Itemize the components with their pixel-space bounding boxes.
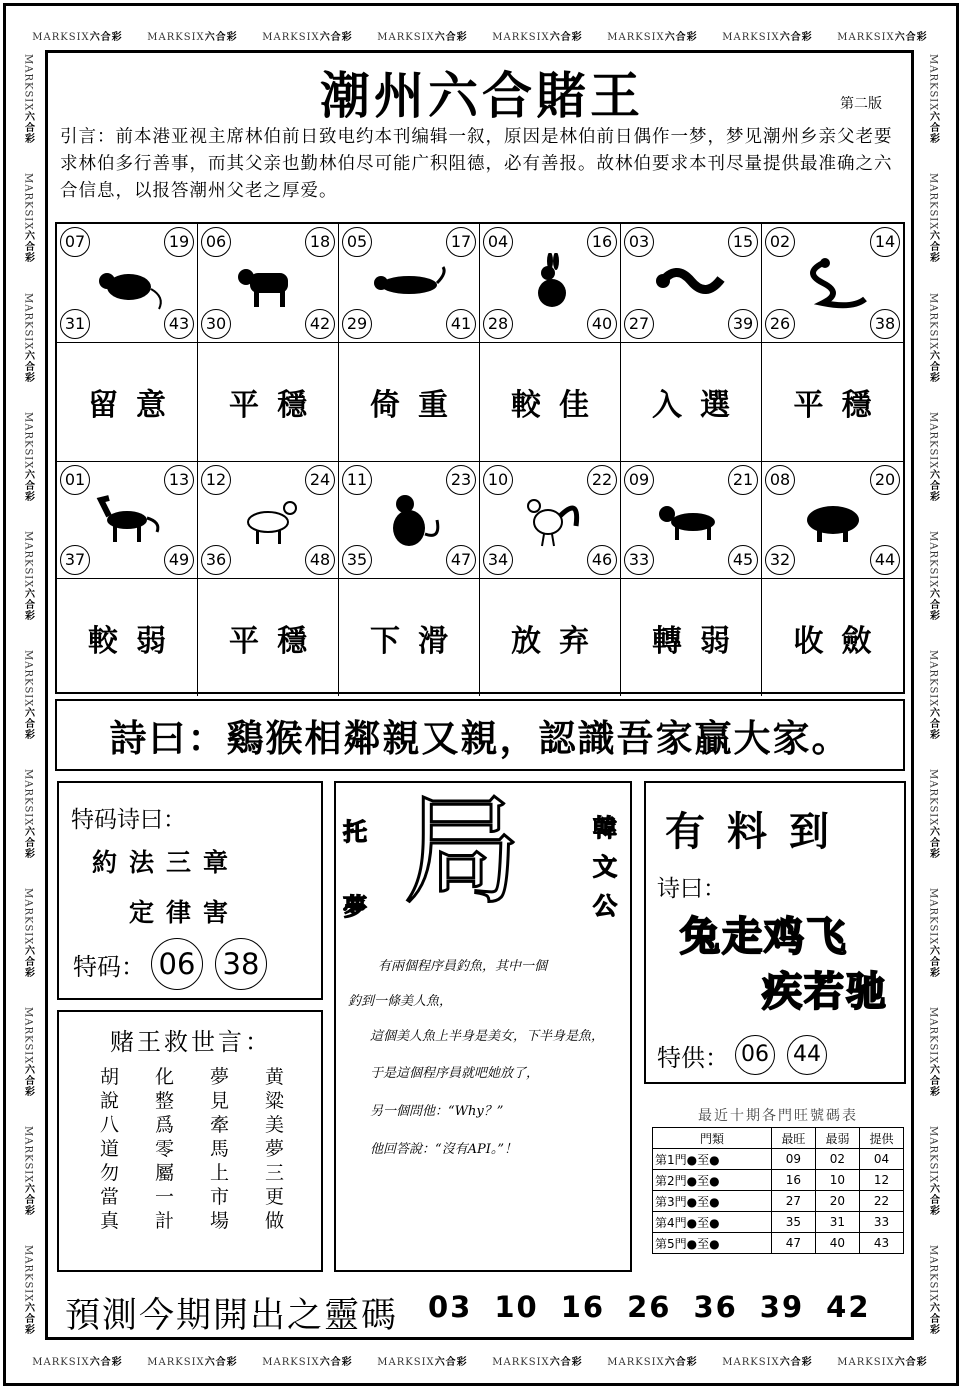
saying-char: 夢 — [264, 1138, 284, 1160]
stats-offer-cell: 04 — [859, 1149, 903, 1170]
prediction-number: 10 — [494, 1290, 539, 1324]
stats-min-cell: 10 — [815, 1170, 859, 1191]
zodiac-grid — [55, 222, 905, 694]
zodiac-number: 04 — [483, 227, 513, 257]
zodiac-number: 39 — [728, 309, 758, 339]
watermark-item: MARKSIX六合彩 — [22, 1245, 34, 1336]
zodiac-number: 22 — [587, 465, 617, 495]
zodiac-cell — [762, 224, 903, 343]
special-code-line1: 約法三章 — [92, 848, 241, 877]
zodiac-number: 33 — [624, 545, 654, 575]
zodiac-number: 44 — [870, 545, 900, 575]
watermark-item: MARKSIX六合彩 — [837, 1356, 928, 1368]
poem-banner: 詩曰：鷄猴相鄰親又親，認識吾家贏大家。 — [55, 699, 905, 771]
stats-header-row — [653, 1128, 904, 1149]
watermark-item: MARKSIX六合彩 — [927, 1006, 939, 1098]
big-character: 局 — [403, 782, 522, 920]
rooster-icon — [510, 490, 590, 550]
zodiac-cell — [621, 462, 762, 579]
zodiac-number: 45 — [728, 545, 758, 575]
saying-char: 黄 — [264, 1066, 284, 1088]
zodiac-verdict: 放弃 — [480, 579, 621, 696]
watermark-item: MARKSIX六合彩 — [262, 1356, 353, 1368]
right-label: 诗曰： — [657, 876, 726, 902]
zodiac-verdict: 下滑 — [339, 579, 480, 696]
saying-char: 三 — [264, 1162, 284, 1184]
zodiac-number: 28 — [483, 309, 513, 339]
saying-char: 市 — [209, 1186, 229, 1208]
special-code-box — [57, 781, 323, 1000]
zodiac-number: 35 — [342, 545, 372, 575]
zodiac-number: 20 — [870, 465, 900, 495]
stats-max-cell: 16 — [771, 1170, 815, 1191]
zodiac-cell — [762, 462, 903, 579]
zodiac-number: 34 — [483, 545, 513, 575]
zodiac-verdict: 平穩 — [198, 343, 339, 462]
stats-min-cell: 20 — [815, 1191, 859, 1212]
saying-char: 真 — [99, 1210, 119, 1232]
stats-door-cell: 第2門●至● — [653, 1170, 772, 1191]
watermark-item: MARKSIX六合彩 — [927, 173, 939, 264]
zodiac-cell — [198, 224, 339, 343]
zodiac-number: 48 — [305, 545, 335, 575]
zodiac-number: 36 — [201, 545, 231, 575]
zodiac-number: 46 — [587, 545, 617, 575]
stats-door-cell: 第1門●至● — [653, 1149, 772, 1170]
zodiac-number: 42 — [305, 309, 335, 339]
stats-row — [653, 1170, 904, 1191]
saying-grid — [82, 1066, 302, 1232]
saying-char: 八 — [99, 1114, 119, 1136]
stats-min-cell: 31 — [815, 1212, 859, 1233]
page-title: 潮州六合賭王 — [320, 66, 644, 125]
supply-label: 特供： — [657, 1043, 729, 1072]
stats-min-cell: 40 — [815, 1233, 859, 1254]
saying-char: 見 — [209, 1090, 229, 1112]
monkey-icon — [369, 490, 449, 550]
stats-offer-cell: 33 — [859, 1212, 903, 1233]
watermark-top — [20, 24, 940, 46]
saying-char: 化 — [154, 1066, 174, 1088]
prediction-numbers — [428, 1290, 871, 1324]
prediction-number: 16 — [560, 1290, 606, 1324]
saying-char: 屬 — [154, 1162, 174, 1184]
supply-number: 44 — [787, 1035, 827, 1075]
saying-char: 上 — [209, 1162, 229, 1184]
zodiac-number: 16 — [587, 227, 617, 257]
zodiac-cell — [480, 462, 621, 579]
zodiac-cell — [57, 224, 198, 343]
zodiac-number: 37 — [60, 545, 90, 575]
rabbit-icon — [510, 253, 590, 313]
zodiac-number: 12 — [201, 465, 231, 495]
zodiac-number: 41 — [446, 309, 476, 339]
watermark-item: MARKSIX六合彩 — [147, 1356, 238, 1368]
watermark-item: MARKSIX六合彩 — [722, 1356, 813, 1368]
saying-char: 當 — [99, 1186, 119, 1208]
zodiac-number: 03 — [624, 227, 654, 257]
zodiac-cell — [339, 462, 480, 579]
joke-line: 另一個問他：“Why？” — [370, 1104, 504, 1119]
ox-icon — [228, 253, 308, 313]
watermark-item: MARKSIX六合彩 — [927, 1126, 939, 1217]
zodiac-verdict: 倚重 — [339, 343, 480, 462]
zodiac-verdict: 平穩 — [762, 343, 903, 462]
watermark-item: MARKSIX六合彩 — [492, 31, 583, 43]
watermark-item: MARKSIX六合彩 — [22, 1006, 34, 1098]
zodiac-number: 14 — [870, 227, 900, 257]
watermark-item: MARKSIX六合彩 — [927, 649, 939, 741]
prediction-number: 26 — [627, 1290, 672, 1324]
saying-char: 粱 — [264, 1090, 284, 1112]
zodiac-number: 17 — [446, 227, 476, 257]
stats-offer-cell: 22 — [859, 1191, 903, 1212]
stats-row — [653, 1191, 904, 1212]
saying-title: 赌王救世言： — [110, 1028, 272, 1056]
goat-icon — [228, 490, 308, 550]
joke-line: 釣到一條美人魚， — [348, 994, 453, 1009]
intro-text: 引言：前本港亚视主席林伯前日致电约本刊编辑一叙，原因是林伯前日偶作一梦，梦见潮州乡亲父老要求林伯多行善事，而其父亲也勤林伯尽可能广积阻德，必有善报。故林伯要求本刊尽量提供最准确之六合信息，以报答潮州父老之厚爱。 — [60, 127, 893, 201]
watermark-item: MARKSIX六合彩 — [147, 31, 238, 43]
zodiac-number: 31 — [60, 309, 90, 339]
zodiac-verdict: 入選 — [621, 343, 762, 462]
saying-char: 道 — [99, 1138, 119, 1160]
zodiac-number: 18 — [305, 227, 335, 257]
stats-header-cell: 最弱 — [815, 1128, 859, 1149]
watermark-item: MARKSIX六合彩 — [22, 411, 34, 502]
joke-line: 他回答說：“沒有API。”！ — [370, 1142, 518, 1157]
saying-char: 牽 — [209, 1114, 229, 1136]
zodiac-number: 32 — [765, 545, 795, 575]
stats-row — [653, 1212, 904, 1233]
right-vertical-chars — [593, 808, 617, 921]
right-heading: 有料到 — [665, 809, 851, 855]
watermark-item: MARKSIX六合彩 — [927, 292, 939, 383]
watermark-right — [922, 40, 944, 1350]
watermark-item: MARKSIX六合彩 — [22, 292, 34, 383]
zodiac-number: 23 — [446, 465, 476, 495]
zodiac-cell — [339, 224, 480, 343]
zodiac-verdict: 收斂 — [793, 623, 890, 659]
pig-icon — [793, 490, 873, 550]
stats-min-cell: 02 — [815, 1149, 859, 1170]
saying-char: 場 — [209, 1210, 229, 1232]
special-code-row — [73, 938, 267, 990]
zodiac-number: 26 — [765, 309, 795, 339]
saying-char: 夢 — [209, 1066, 229, 1088]
zodiac-number: 47 — [446, 545, 476, 575]
stats-header-cell: 提供 — [859, 1128, 903, 1149]
saying-char: 說 — [99, 1090, 119, 1112]
saying-char: 一 — [154, 1186, 174, 1208]
watermark-item: MARKSIX六合彩 — [927, 54, 939, 145]
watermark-item: MARKSIX六合彩 — [22, 173, 34, 264]
watermark-item: MARKSIX六合彩 — [927, 530, 939, 622]
saying-char: 整 — [154, 1090, 174, 1112]
saying-char: 馬 — [209, 1138, 229, 1160]
zodiac-number: 05 — [342, 227, 372, 257]
watermark-item: MARKSIX六合彩 — [262, 31, 353, 43]
zodiac-cell — [621, 224, 762, 343]
stats-max-cell: 27 — [771, 1191, 815, 1212]
zodiac-number: 24 — [305, 465, 335, 495]
prediction-label: 預測今期開出之靈碼 — [65, 1296, 399, 1336]
watermark-item: MARKSIX六合彩 — [22, 887, 34, 979]
zodiac-number: 13 — [164, 465, 194, 495]
tiger-icon — [369, 253, 449, 313]
zodiac-number: 09 — [624, 465, 654, 495]
vertical-char: 文 — [593, 853, 617, 881]
zodiac-verdict: 較弱 — [57, 579, 198, 696]
watermark-item: MARKSIX六合彩 — [32, 31, 123, 43]
rat-icon — [87, 253, 167, 313]
watermark-item: MARKSIX六合彩 — [927, 887, 939, 979]
watermark-left — [17, 40, 39, 1350]
zodiac-number: 21 — [728, 465, 758, 495]
watermark-item: MARKSIX六合彩 — [722, 31, 813, 43]
zodiac-number: 27 — [624, 309, 654, 339]
zodiac-cell — [57, 462, 198, 579]
dragon-icon — [651, 253, 731, 313]
watermark-item: MARKSIX六合彩 — [32, 1356, 123, 1368]
watermark-item: MARKSIX六合彩 — [22, 649, 34, 741]
watermark-bottom — [20, 1349, 940, 1371]
zodiac-number: 40 — [587, 309, 617, 339]
stats-max-cell: 47 — [771, 1233, 815, 1254]
stats-door-cell: 第4門●至● — [653, 1212, 772, 1233]
vertical-char: 夢 — [343, 893, 367, 921]
zodiac-number: 38 — [870, 309, 900, 339]
prediction-number: 39 — [759, 1290, 805, 1324]
prediction-number: 42 — [826, 1290, 871, 1324]
stats-door-cell: 第3門●至● — [653, 1191, 772, 1212]
watermark-item: MARKSIX六合彩 — [377, 1356, 468, 1368]
supply-row — [657, 1035, 827, 1075]
stats-max-cell: 35 — [771, 1212, 815, 1233]
stats-row — [653, 1149, 904, 1170]
watermark-item: MARKSIX六合彩 — [22, 768, 34, 860]
watermark-item: MARKSIX六合彩 — [22, 1126, 34, 1217]
vertical-char: 托 — [343, 818, 367, 846]
watermark-item: MARKSIX六合彩 — [377, 31, 468, 43]
stats-max-cell: 09 — [771, 1149, 815, 1170]
zodiac-verdict: 轉弱 — [621, 579, 762, 696]
watermark-item: MARKSIX六合彩 — [492, 1356, 583, 1368]
vertical-char: 韓 — [593, 814, 617, 842]
watermark-item: MARKSIX六合彩 — [927, 768, 939, 860]
zodiac-number: 10 — [483, 465, 513, 495]
edition-label: 第二版 — [840, 96, 882, 112]
zodiac-number: 01 — [60, 465, 90, 495]
stats-header-cell: 門類 — [653, 1128, 772, 1149]
stats-offer-cell: 43 — [859, 1233, 903, 1254]
saying-char: 做 — [264, 1210, 284, 1232]
zodiac-verdict: 平穩 — [198, 579, 339, 696]
saying-char: 零 — [154, 1138, 174, 1160]
stats-title: 最近十期各門旺號碼表 — [698, 1108, 858, 1124]
special-code-label: 特码诗曰： — [71, 807, 186, 833]
special-code-prefix: 特码： — [73, 952, 145, 981]
dog-icon — [651, 490, 731, 550]
zodiac-number: 29 — [342, 309, 372, 339]
zodiac-verdict: 留意 — [57, 343, 198, 462]
special-code-number: 38 — [215, 938, 267, 990]
zodiac-number: 11 — [342, 465, 372, 495]
watermark-item: MARKSIX六合彩 — [22, 54, 34, 145]
saying-char: 美 — [264, 1114, 284, 1136]
zodiac-number: 08 — [765, 465, 795, 495]
right-hand-line1: 兔走鸡飞 — [680, 914, 848, 960]
watermark-item: MARKSIX六合彩 — [927, 1245, 939, 1336]
joke-line: 這個美人魚上半身是美女，下半身是魚， — [370, 1029, 605, 1044]
zodiac-cell — [198, 462, 339, 579]
zodiac-verdict: 較佳 — [480, 343, 621, 462]
stats-header-cell: 最旺 — [771, 1128, 815, 1149]
special-code-line2: 定律害 — [129, 898, 241, 927]
prediction-number: 36 — [693, 1290, 738, 1324]
joke-line: 于是這個程序員就吧她放了， — [370, 1066, 540, 1081]
special-code-number: 06 — [151, 938, 203, 990]
watermark-item: MARKSIX六合彩 — [22, 530, 34, 622]
prediction-number: 03 — [428, 1290, 473, 1324]
right-hand-line2: 疾若驰 — [762, 969, 888, 1015]
zodiac-number: 19 — [164, 227, 194, 257]
supply-number: 06 — [735, 1035, 775, 1075]
watermark-item: MARKSIX六合彩 — [927, 411, 939, 502]
left-vertical-chars — [343, 812, 367, 922]
saying-char: 胡 — [99, 1066, 119, 1088]
saying-char: 更 — [264, 1186, 284, 1208]
snake-icon — [793, 253, 873, 313]
stats-table — [652, 1127, 904, 1254]
stats-row — [653, 1233, 904, 1254]
saying-char: 計 — [154, 1210, 174, 1232]
zodiac-cell — [480, 224, 621, 343]
zodiac-number: 43 — [164, 309, 194, 339]
zodiac-number: 49 — [164, 545, 194, 575]
zodiac-number: 06 — [201, 227, 231, 257]
saying-char: 勿 — [99, 1162, 119, 1184]
watermark-item: MARKSIX六合彩 — [837, 31, 928, 43]
watermark-item: MARKSIX六合彩 — [607, 31, 698, 43]
watermark-item: MARKSIX六合彩 — [607, 1356, 698, 1368]
stats-offer-cell: 12 — [859, 1170, 903, 1191]
zodiac-number: 15 — [728, 227, 758, 257]
zodiac-number: 02 — [765, 227, 795, 257]
vertical-char: 公 — [593, 892, 617, 920]
joke-line: 有兩個程序員釣魚，其中一個 — [378, 959, 548, 974]
saying-char: 爲 — [154, 1114, 174, 1136]
zodiac-number: 30 — [201, 309, 231, 339]
zodiac-number: 07 — [60, 227, 90, 257]
stats-door-cell: 第5門●至● — [653, 1233, 772, 1254]
horse-icon — [87, 490, 167, 550]
